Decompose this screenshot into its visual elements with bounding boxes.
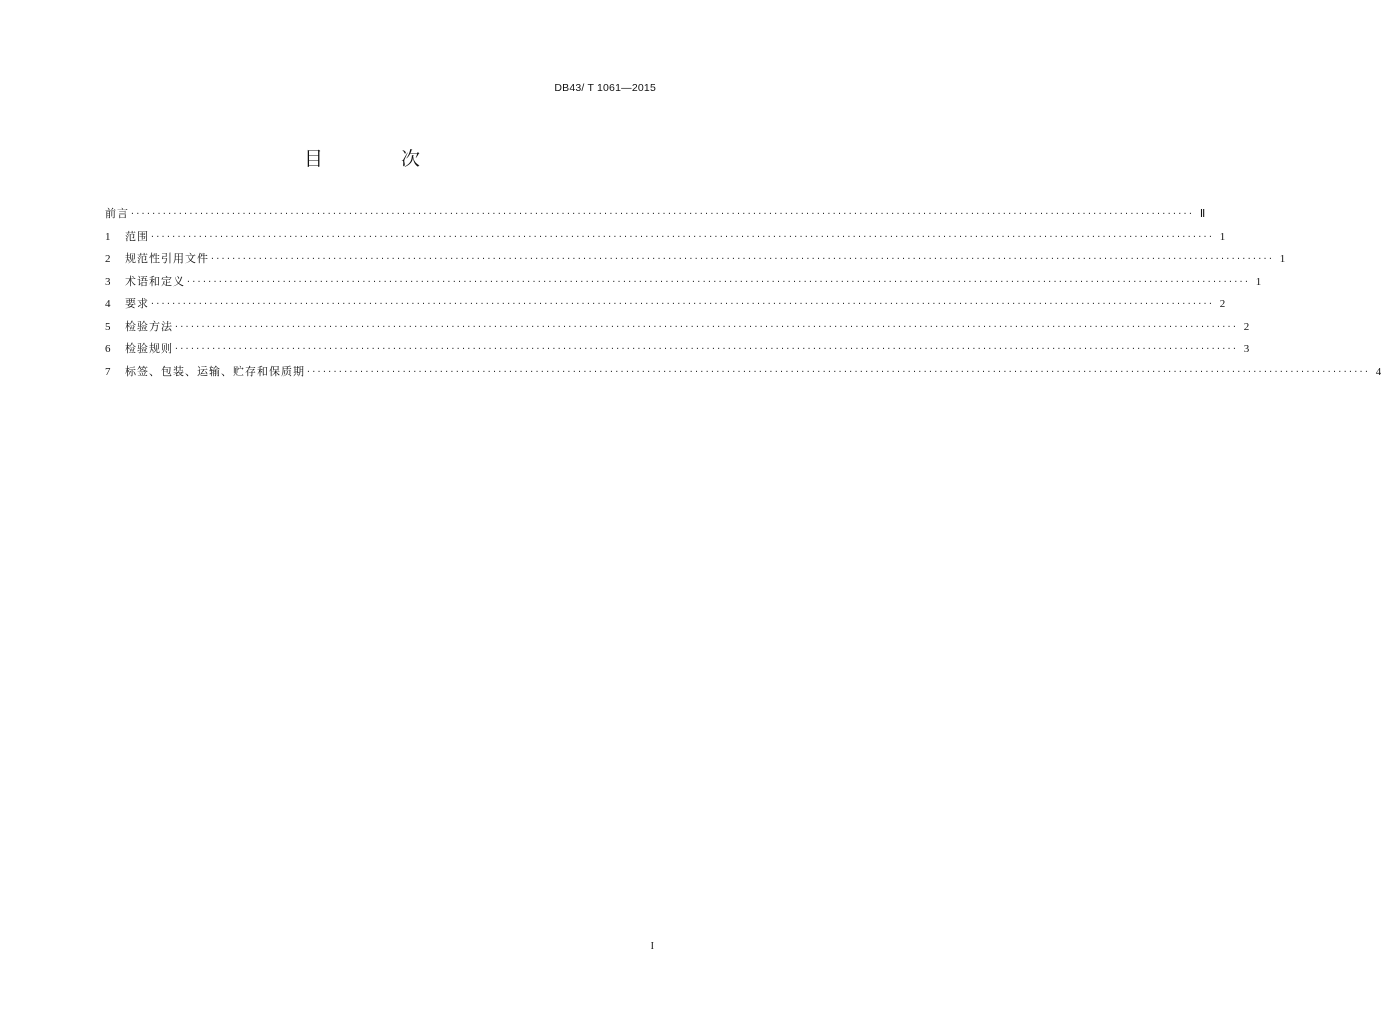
toc-entry-scope[interactable] bbox=[105, 229, 1226, 252]
toc-entry-title: 前言 bbox=[105, 207, 129, 220]
toc-leader-dots: ········································································································································································································ bbox=[174, 321, 1238, 331]
toc-leader-dots: ········································································································································································································ bbox=[150, 299, 1214, 308]
toc-leader-dots: ········································································································································································································ bbox=[186, 276, 1250, 286]
toc-entry-page: Ⅱ bbox=[1199, 208, 1206, 220]
toc-entry-page: 2 bbox=[1243, 320, 1250, 333]
toc-entry-page: 4 bbox=[1375, 365, 1381, 378]
toc-entry-title: 要求 bbox=[125, 297, 149, 310]
toc-entry-test-methods[interactable] bbox=[105, 319, 1250, 342]
table-of-contents bbox=[105, 206, 1381, 386]
toc-entry-page: 1 bbox=[1279, 253, 1286, 265]
toc-entry-number: 3 bbox=[105, 275, 111, 288]
toc-entry-number: 6 bbox=[105, 343, 111, 355]
toc-entry-number: 2 bbox=[105, 253, 111, 265]
toc-entry-number: 4 bbox=[105, 298, 111, 310]
toc-entry-inspection-rules[interactable] bbox=[105, 341, 1250, 364]
standard-code: DB43/ T 1061—2015 bbox=[554, 82, 656, 94]
toc-leader-dots: ········································································································································································································ bbox=[210, 254, 1274, 263]
toc-entry-title: 规范性引用文件 bbox=[125, 252, 209, 265]
toc-entry-title: 标签、包装、运输、贮存和保质期 bbox=[125, 364, 305, 378]
toc-leader-dots: ········································································································································································································ bbox=[174, 344, 1238, 353]
toc-leader-dots: ········································································································································································································ bbox=[130, 209, 1194, 218]
toc-entry-page: 1 bbox=[1219, 230, 1226, 243]
toc-entry-number: 5 bbox=[105, 320, 111, 333]
toc-entry-title: 检验方法 bbox=[125, 319, 173, 333]
page-number: I bbox=[650, 941, 654, 952]
toc-entry-title: 检验规则 bbox=[125, 342, 173, 355]
toc-entry-number: 1 bbox=[105, 230, 111, 243]
toc-entry-title: 范围 bbox=[125, 229, 149, 243]
toc-entry-labeling-packaging[interactable] bbox=[105, 364, 1381, 387]
toc-entry-page: 1 bbox=[1255, 275, 1262, 288]
toc-entry-page: 3 bbox=[1243, 343, 1250, 355]
toc-entry-terms-definitions[interactable] bbox=[105, 274, 1262, 297]
toc-entry-number: 7 bbox=[105, 365, 111, 378]
toc-entry-requirements[interactable] bbox=[105, 296, 1226, 319]
toc-leader-dots: ········································································································································································································ bbox=[150, 231, 1214, 241]
toc-title: 目 次 bbox=[303, 148, 457, 170]
toc-entry-normative-references[interactable] bbox=[105, 251, 1286, 274]
toc-entry-page: 2 bbox=[1219, 298, 1226, 310]
toc-entry-title: 术语和定义 bbox=[125, 274, 185, 288]
toc-entry-foreword[interactable] bbox=[105, 206, 1206, 229]
toc-leader-dots: ········································································································································································································ bbox=[306, 366, 1370, 376]
